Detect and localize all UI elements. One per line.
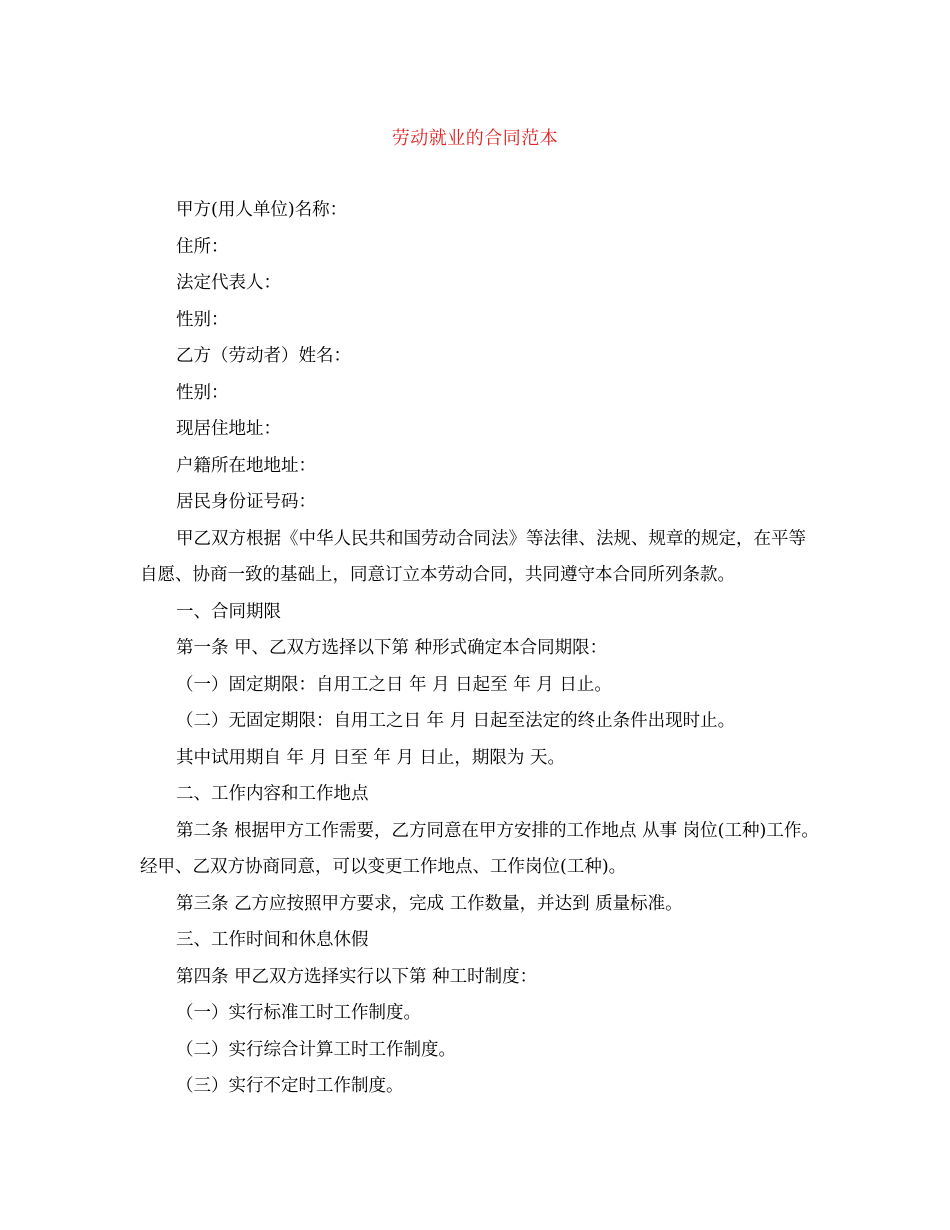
clause-paragraph: 其中试用期自 年 月 日至 年 月 日止，期限为 天。 <box>176 747 565 768</box>
field-gender: 性别： <box>176 309 229 330</box>
field-address: 住所： <box>176 236 229 257</box>
document-body <box>140 192 820 1105</box>
preamble-paragraph: 甲乙双方根据《中华人民共和国劳动合同法》等法律、法规、规章的规定，在平等自愿、协商一致的基础上，同意订立本劳动合同，共同遵守本合同所列条款。 <box>140 528 806 585</box>
section-heading: 一、合同期限 <box>176 601 281 622</box>
document-title: 劳动就业的合同范本 <box>391 128 559 149</box>
field-employee-name: 乙方（劳动者）姓名： <box>176 346 351 366</box>
field-household-address: 户籍所在地地址： <box>176 455 316 476</box>
field-employee-gender: 性别： <box>176 382 229 403</box>
clause-paragraph: 第三条 乙方应按照甲方要求，完成 工作数量，并达到 质量标准。 <box>176 893 683 914</box>
field-legal-representative: 法定代表人： <box>176 273 281 293</box>
field-current-address: 现居住地址： <box>176 419 281 439</box>
section-heading: 三、工作时间和休息休假 <box>176 930 369 950</box>
clause-paragraph: 第二条 根据甲方工作需要，乙方同意在甲方安排的工作地点 从事 岗位(工种)工作。经甲、乙双方协商同意，可以变更工作地点、工作岗位(工种)。 <box>140 820 819 877</box>
field-id-number: 居民身份证号码： <box>176 492 316 512</box>
section-heading: 二、工作内容和工作地点 <box>176 784 369 804</box>
clause-paragraph: 第四条 甲乙双方选择实行以下第 种工时制度： <box>176 966 538 987</box>
clause-item: （一）固定期限：自用工之日 年 月 日起至 年 月 日止。 <box>176 674 612 695</box>
field-employer-name: 甲方(用人单位)名称： <box>176 200 348 220</box>
clause-paragraph: 第一条 甲、乙双方选择以下第 种形式确定本合同期限： <box>176 638 608 658</box>
clause-item: （二）实行综合计算工时工作制度。 <box>176 1039 456 1060</box>
clause-item: （二）无固定期限：自用工之日 年 月 日起至法定的终止条件出现时止。 <box>176 711 736 731</box>
clause-item: （三）实行不定时工作制度。 <box>176 1076 404 1096</box>
clause-item: （一）实行标准工时工作制度。 <box>176 1003 421 1023</box>
